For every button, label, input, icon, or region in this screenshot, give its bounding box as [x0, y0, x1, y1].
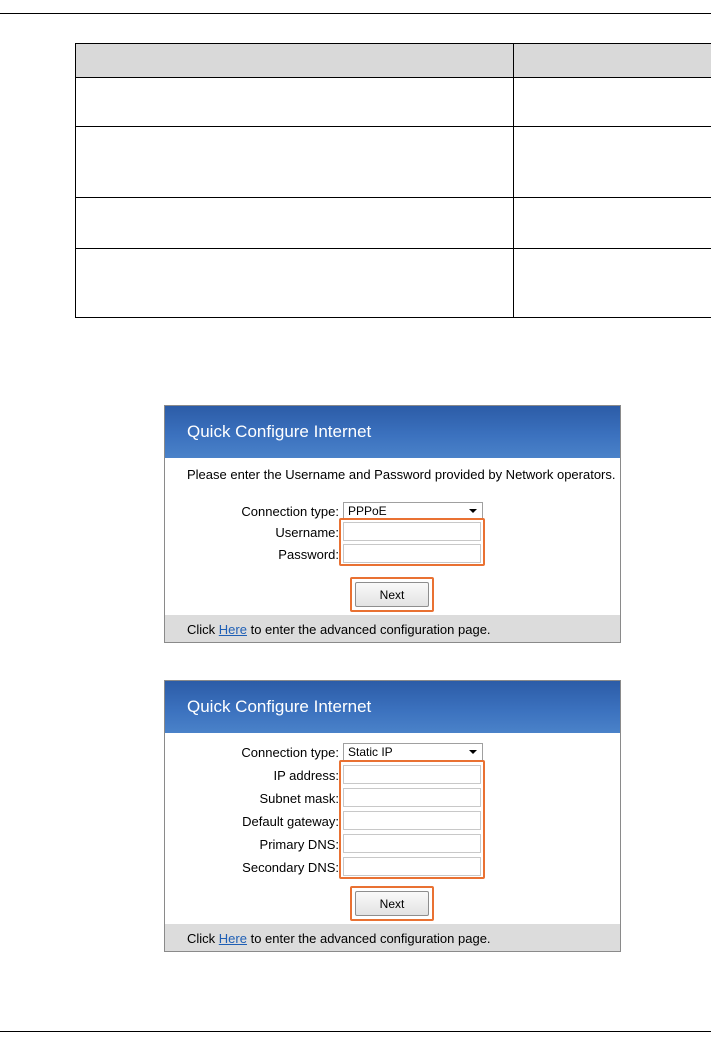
table-cell [514, 127, 711, 198]
connection-type-label: Connection type: [241, 504, 339, 519]
primary-dns-input[interactable] [343, 834, 481, 853]
secondary-dns-input[interactable] [343, 857, 481, 876]
chevron-down-icon [469, 509, 477, 513]
password-label: Password: [278, 547, 339, 562]
footer-text [187, 931, 491, 946]
ip-address-row [165, 765, 620, 785]
username-input[interactable] [343, 522, 481, 541]
advanced-config-link[interactable]: Here [218, 931, 247, 946]
table-cell [76, 127, 514, 198]
primary-dns-label: Primary DNS: [259, 837, 339, 852]
panel-footer [165, 615, 620, 642]
table-cell [76, 198, 514, 249]
chevron-down-icon [469, 750, 477, 754]
top-rule [0, 13, 711, 14]
table-header-cell [76, 44, 514, 78]
connection-type-label: Connection type: [241, 745, 339, 760]
table-header-cell [514, 44, 711, 78]
footer-text [187, 622, 491, 637]
table-header-row [76, 44, 711, 78]
table-row [76, 78, 711, 127]
secondary-dns-label: Secondary DNS: [242, 860, 339, 875]
table-cell [514, 78, 711, 127]
default-gateway-row [165, 811, 620, 831]
username-label: Username: [275, 525, 339, 540]
subnet-mask-input[interactable] [343, 788, 481, 807]
static-ip-config-panel [164, 680, 621, 952]
connection-type-row [165, 742, 620, 762]
document-table [75, 43, 711, 318]
pppoe-config-panel [164, 405, 621, 643]
subnet-mask-label: Subnet mask: [259, 791, 339, 806]
username-row [165, 522, 620, 542]
default-gateway-label: Default gateway: [242, 814, 339, 829]
primary-dns-row [165, 834, 620, 854]
panel-title: Quick Configure Internet [187, 422, 372, 441]
table-cell [76, 249, 514, 318]
intro-text: Please enter the Username and Password provided by Network operators. [187, 467, 616, 482]
ip-address-input[interactable] [343, 765, 481, 784]
connection-type-value: Static IP [348, 745, 393, 759]
default-gateway-input[interactable] [343, 811, 481, 830]
subnet-mask-row [165, 788, 620, 808]
advanced-config-link[interactable]: Here [218, 622, 247, 637]
secondary-dns-row [165, 857, 620, 877]
connection-type-select[interactable] [343, 743, 483, 761]
footer-prefix: Click [187, 931, 219, 946]
footer-suffix: to enter the advanced configuration page. [246, 931, 491, 946]
panel-header [165, 681, 620, 733]
next-button[interactable]: Next [355, 582, 429, 607]
table-row [76, 127, 711, 198]
panel-footer [165, 924, 620, 951]
password-row [165, 544, 620, 564]
next-button[interactable]: Next [355, 891, 429, 916]
table-cell [76, 78, 514, 127]
ip-address-label: IP address: [273, 768, 339, 783]
table-cell [514, 198, 711, 249]
table-row [76, 198, 711, 249]
connection-type-value: PPPoE [348, 504, 387, 518]
table-cell [514, 249, 711, 318]
panel-header [165, 406, 620, 458]
bottom-rule [0, 1031, 711, 1032]
footer-prefix: Click [187, 622, 219, 637]
footer-suffix: to enter the advanced configuration page. [246, 622, 491, 637]
password-input[interactable] [343, 544, 481, 563]
panel-title: Quick Configure Internet [187, 697, 372, 716]
table-row [76, 249, 711, 318]
